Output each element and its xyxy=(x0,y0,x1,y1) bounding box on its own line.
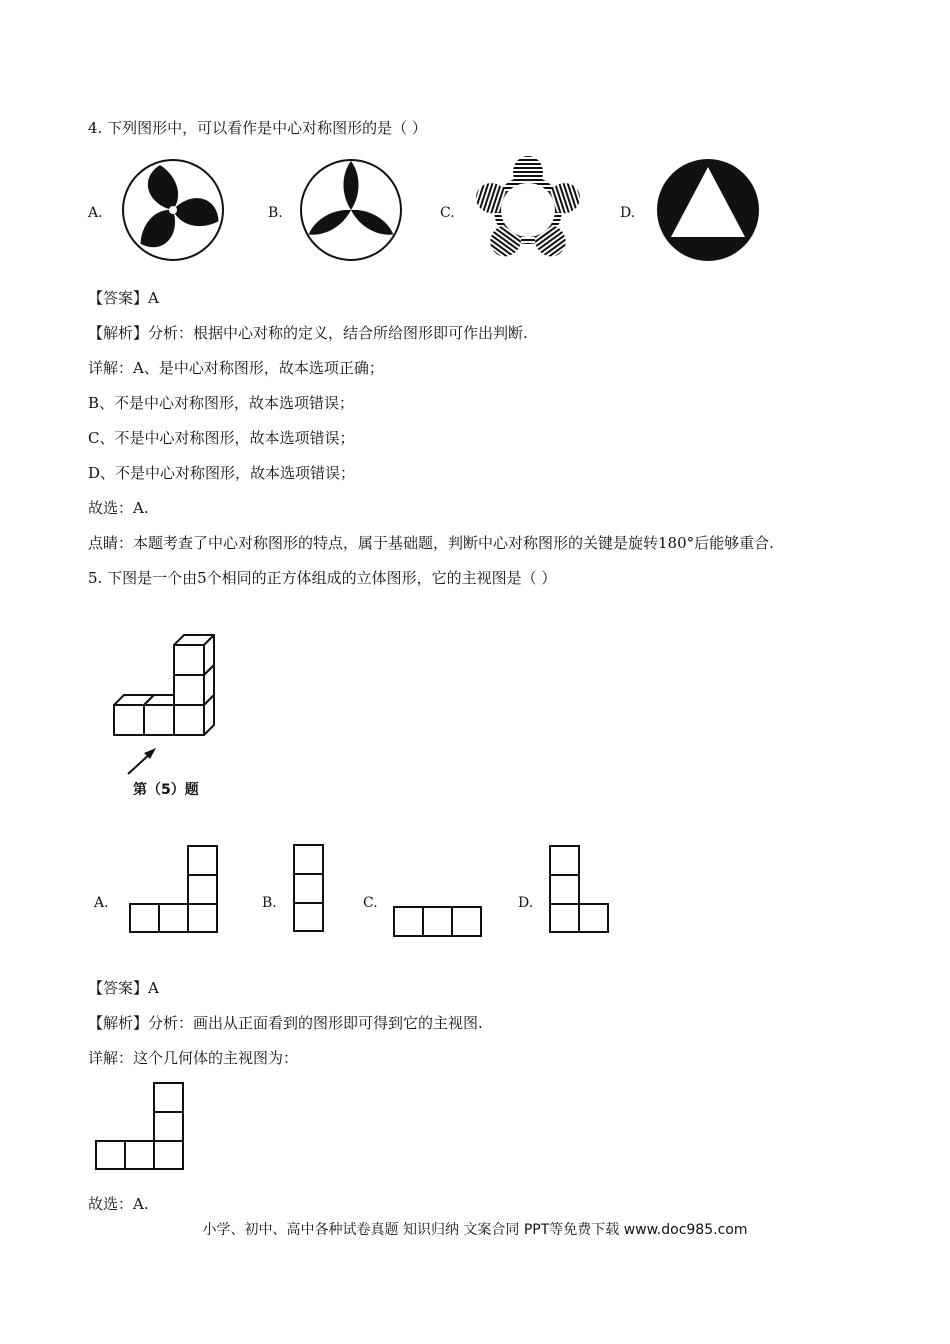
q4-option-d-figure xyxy=(655,157,761,263)
q5-option-c-label: C. xyxy=(363,895,378,911)
q4-detail-d: D、不是中心对称图形，故本选项错误； xyxy=(88,464,356,482)
q4-option-b-figure xyxy=(298,157,404,263)
q5-option-c-figure xyxy=(392,905,484,939)
q5-cube-figure xyxy=(108,628,228,778)
q4-answer: 【答案】A xyxy=(88,289,159,307)
q5-option-a-figure xyxy=(128,844,220,936)
q4-option-a-label: A. xyxy=(88,205,103,221)
q5-detail: 详解：这个几何体的主视图为： xyxy=(88,1049,299,1067)
q5-option-b-figure xyxy=(292,843,326,935)
q4-analysis: 【解析】分析：根据中心对称的定义，结合所给图形即可作出判断. xyxy=(88,324,528,342)
q4-option-a-figure xyxy=(120,157,226,263)
q4-option-c-figure xyxy=(472,155,584,263)
q5-option-d-label: D. xyxy=(518,895,534,911)
q4-choose: 故选：A. xyxy=(88,499,149,517)
q4-detail: 详解：A、是中心对称图形，故本选项正确； xyxy=(88,359,384,377)
q5-solution-figure xyxy=(94,1081,186,1173)
q4-detail-c: C、不是中心对称图形，故本选项错误； xyxy=(88,429,355,447)
q4-comment: 点睛：本题考查了中心对称图形的特点，属于基础题，判断中心对称图形的关键是旋转180°后能够重合. xyxy=(88,534,774,552)
q4-option-d-label: D. xyxy=(620,205,636,221)
q4-option-b-label: B. xyxy=(268,205,283,221)
q5-option-d-figure xyxy=(548,844,612,936)
page-footer: 小学、初中、高中各种试卷真题 知识归纳 文案合同 PPT等免费下载 www.doc985.com xyxy=(202,1222,748,1238)
q5-choose: 故选：A. xyxy=(88,1195,149,1213)
q4-option-c-label: C. xyxy=(440,205,455,221)
q5-answer: 【答案】A xyxy=(88,979,159,997)
q5-figure-caption: 第（5）题 xyxy=(133,782,199,798)
q5-analysis: 【解析】分析：画出从正面看到的图形即可得到它的主视图. xyxy=(88,1014,483,1032)
q5-option-b-label: B. xyxy=(262,895,277,911)
q5-option-a-label: A. xyxy=(94,895,109,911)
q4-detail-b: B、不是中心对称图形，故本选项错误； xyxy=(88,394,355,412)
q4-question: 4. 下列图形中，可以看作是中心对称图形的是（ ） xyxy=(88,119,427,137)
q5-question: 5. 下图是一个由5个相同的正方体组成的立体图形，它的主视图是（ ） xyxy=(88,569,557,587)
